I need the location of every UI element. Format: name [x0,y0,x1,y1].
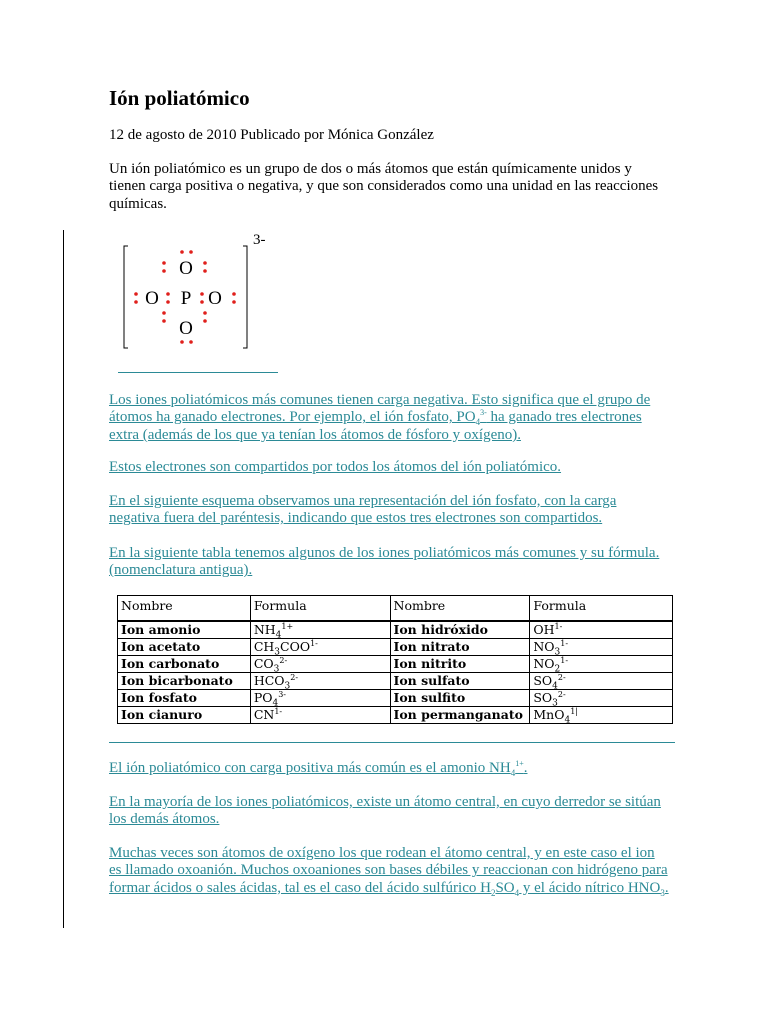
lewis-charge: 3- [253,232,266,248]
p5-sup: 1+ [515,759,524,768]
electron-dot [189,340,193,344]
p1-text-b: ha ganado tres electrones extra (además de los que ya tenían los átomos de fósforo y oxígeno). [109,409,642,443]
paragraph-iones-negativos [109,392,669,444]
ion-name: Ion nitrito [390,656,530,673]
ion-name: Ion cianuro [118,707,251,724]
electron-dot [162,269,166,273]
p5-text-b: . [523,760,528,776]
electron-dot [134,300,138,304]
ion-formula: $NH_4^{1+}$ [250,621,390,639]
electron-dot [162,311,166,315]
intro-paragraph: Un ión poliatómico es un grupo de dos o más átomos que están químicamente unidos y tienen carga positiva o negativa, y que son considerados como una unidad en las reacciones químicas. [109,161,659,212]
table-row [118,673,673,690]
table-underline [109,742,675,743]
paragraph-esquema: En el siguiente esquema observamos una representación del ión fosfato, con la carga negativa fuera del paréntesis, indicando que estos tres electrones son compartidos. [109,493,617,527]
ion-name: Ion sulfato [390,673,530,690]
electron-dot [203,311,207,315]
table-row [118,656,673,673]
ion-name: Ion sulfito [390,690,530,707]
lewis-oxygen-right: O [208,288,222,309]
lewis-oxygen-left: O [145,288,159,309]
p1-sub: 4 [475,417,481,428]
post-meta: 12 de agosto de 2010 Publicado por Mónica González [109,127,434,143]
electron-dot [162,261,166,265]
lewis-oxygen-top: O [179,258,193,279]
electron-dot [200,292,204,296]
table-header: Formula [530,596,673,622]
paragraph-atomo-central: En la mayoría de los iones poliatómicos, existe un átomo central, en cuyo derredor se sitúan los demás átomos. [109,794,661,828]
paragraph-amonio [109,760,669,777]
table-header: Nombre [118,596,251,622]
electron-dot [166,292,170,296]
electron-dot [166,300,170,304]
electron-dot [134,292,138,296]
table-header: Formula [250,596,390,622]
electron-dot [232,292,236,296]
p5-text-a: El ión poliatómico con carga positiva más común es el amonio NH [109,760,511,776]
table-row [118,707,673,724]
table-row [118,690,673,707]
electron-dot [232,300,236,304]
table-header-row [118,596,673,622]
diagram-underline [118,372,278,373]
ion-formula: $CN^{1-}$ [250,707,390,724]
left-margin-rule [63,230,64,928]
paragraph-oxoaniones: Muchas veces son átomos de oxígeno los que rodean el átomo central, y en este caso el ion es llamado oxoanión. Muchos oxoaniones son bases débiles y reaccionan con hidrógeno para formar ácidos o sales ácidas, tal es el caso del ácido sulfúrico $H_2SO_4$ y el ácido nítrico $HNO_3$. [109,845,669,898]
ion-name: Ion permanganato [390,707,530,724]
table-row [118,621,673,639]
ion-name: Ion amonio [118,621,251,639]
paragraph-tabla-intro: En la siguiente tabla tenemos algunos de los iones poliatómicos más comunes y su fórmula. (nomenclatura antigua). [109,545,660,579]
ion-formula: $SO_4^{2-}$ [530,673,673,690]
ion-name: Ion hidróxido [390,621,530,639]
ion-formula: $CO_3^{2-}$ [250,656,390,673]
table-header: Nombre [390,596,530,622]
ion-formula: $CH_3COO^{1-}$ [250,639,390,656]
lewis-oxygen-bottom: O [179,318,193,339]
ion-formula: $SO_3^{2-}$ [530,690,673,707]
electron-dot [203,269,207,273]
ion-name: Ion fosfato [118,690,251,707]
lewis-phosphorus: P [180,288,192,309]
electron-dot [203,319,207,323]
electron-dot [189,250,193,254]
electron-dot [180,250,184,254]
ion-name: Ion carbonato [118,656,251,673]
ion-name: Ion nitrato [390,639,530,656]
ion-formula: MnO$_4^{1|}$ [530,707,673,724]
electron-dot [162,319,166,323]
ions-table [117,595,673,724]
phosphate-lewis-diagram [118,226,278,356]
ion-formula: $OH^{1-}$ [530,621,673,639]
ion-name: Ion bicarbonato [118,673,251,690]
electron-dot [203,261,207,265]
paragraph-electrones-compartidos: Estos electrones son compartidos por todos los átomos del ión poliatómico. [109,459,562,475]
p7-text-a: Muchas veces son átomos de oxígeno los que rodean el átomo central, y en este caso el ion es llamado oxoanión. Muchos oxoaniones son bases débiles y reaccionan con hidrógeno para formar ácidos o sales ácidas, tal es el caso del ácido sulfúrico H [109,845,668,896]
electron-dot [200,300,204,304]
ion-formula: $HCO_3^{2-}$ [250,673,390,690]
table-row [118,639,673,656]
ion-name: Ion acetato [118,639,251,656]
p1-sup: 3- [480,408,487,418]
ion-formula: $NO_3^{1-}$ [530,639,673,656]
ion-formula: $PO_4^{3-}$ [250,690,390,707]
page-title: Ión poliatómico [109,86,250,110]
p1-text-a: Los iones poliatómicos más comunes tienen carga negativa. Esto significa que el grupo de átomos ha ganado electrones. Por ejemplo, el ión fosfato, PO [109,392,651,426]
p5-sub: 4 [510,768,516,778]
ion-formula: $NO_2^{1-}$ [530,656,673,673]
electron-dot [180,340,184,344]
